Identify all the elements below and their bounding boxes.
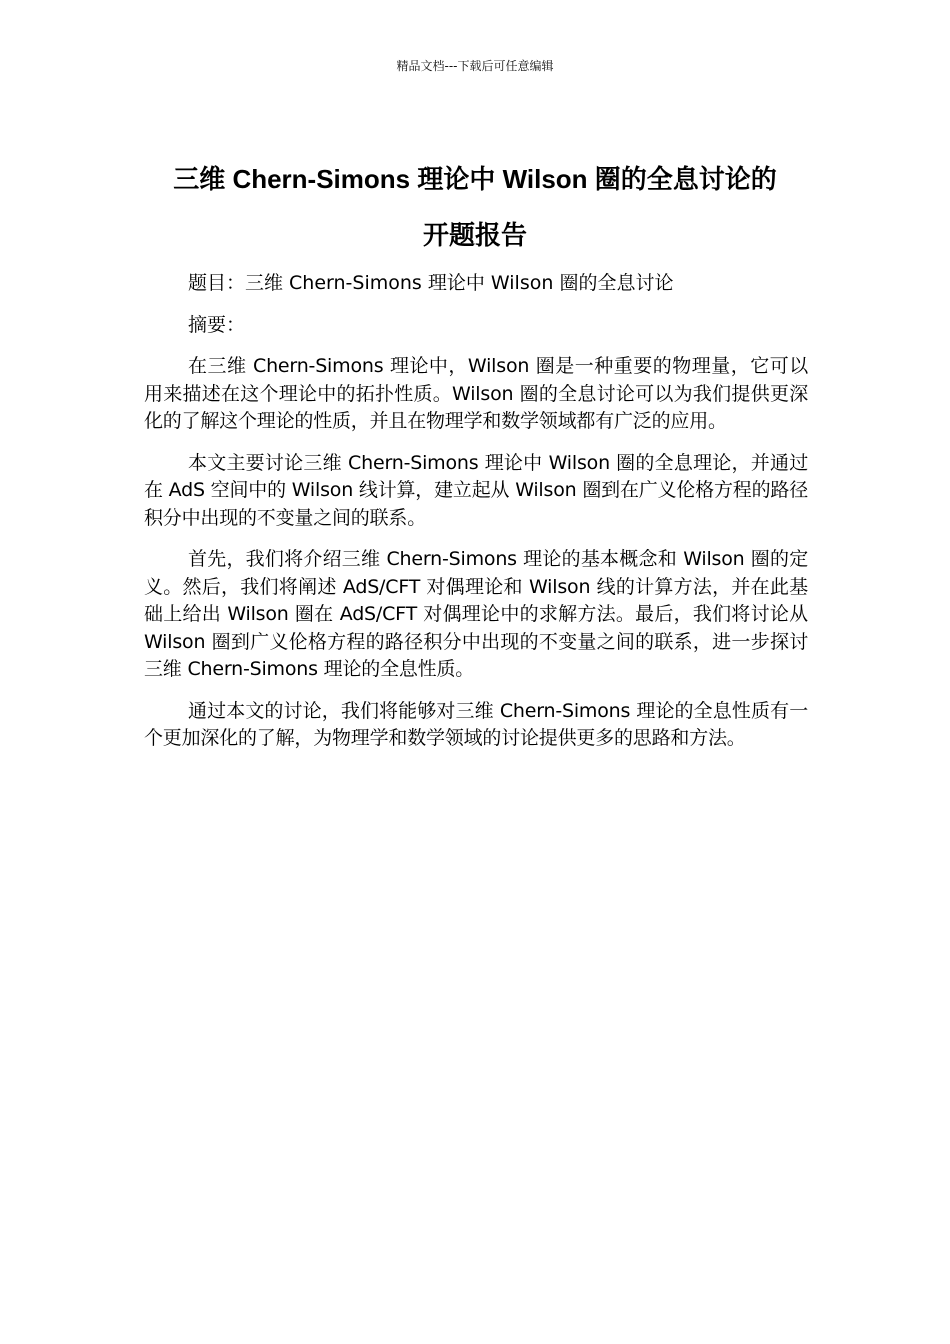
paragraph-3: 首先，我们将介绍三维 Chern-Simons 理论的基本概念和 Wilson 圈的定义。然后，我们将阐述 AdS/CFT 对偶理论和 Wilson 线的计算方法，并在此基础上给出 Wilson 圈在 AdS/CFT 对偶理论中的求解方法。最后，我们将讨论从 Wilson 圈到广义伦格方程的路径积分中出现的不变量之间的联系，进一步探讨三维 Chern-Simons 理论的全息性质。	[144, 548, 808, 680]
title-line-2: 开题报告	[422, 220, 527, 251]
paragraph-4: 通过本文的讨论，我们将能够对三维 Chern-Simons 理论的全息性质有一个更加深化的了解，为物理学和数学领域的讨论提供更多的思路和方法。	[144, 699, 808, 749]
paragraph-2: 本文主要讨论三维 Chern-Simons 理论中 Wilson 圈的全息理论，并通过在 AdS 空间中的 Wilson 线计算，建立起从 Wilson 圈到在广义伦格方程的路径积分中出现的不变量之间的联系。	[144, 451, 808, 529]
paragraph-1: 在三维 Chern-Simons 理论中，Wilson 圈是一种重要的物理量，它可以用来描述在这个理论中的拓扑性质。Wilson 圈的全息讨论可以为我们提供更深化的了解这个理论的性质，并且在物理学和数学领域都有广泛的应用。	[144, 355, 808, 432]
document-body	[144, 270, 808, 767]
subject-line: 题目：三维 Chern-Simons 理论中 Wilson 圈的全息讨论	[188, 272, 674, 294]
document-title	[140, 151, 810, 263]
header-note: 精品文档---下载后可任意编辑	[396, 59, 554, 73]
abstract-label: 摘要：	[188, 313, 246, 336]
title-line-1: 三维 Chern-Simons 理论中 Wilson 圈的全息讨论的	[173, 164, 777, 195]
